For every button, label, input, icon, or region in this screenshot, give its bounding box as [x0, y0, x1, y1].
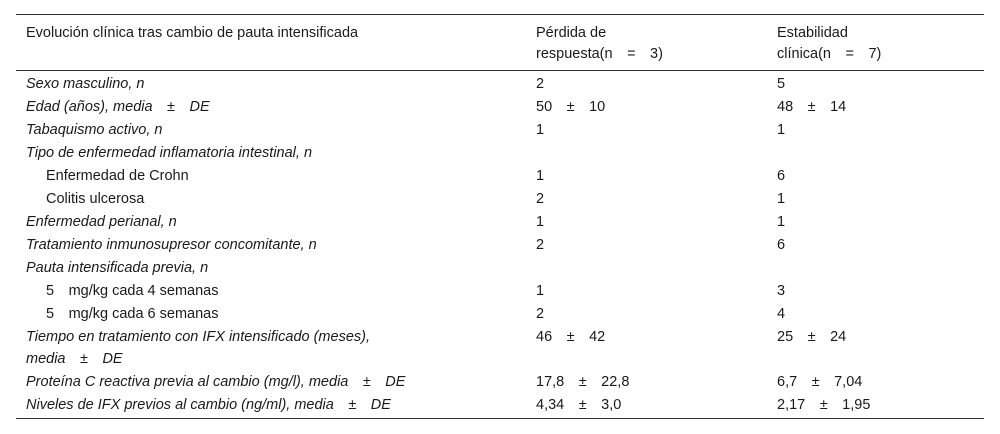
- row-value-estabilidad: 48 ± 14: [777, 99, 847, 115]
- row-value-estabilidad: 6,7 ± 7,04: [777, 374, 863, 390]
- data-table: [16, 14, 984, 419]
- row-label: Tabaquismo activo, n: [26, 122, 163, 138]
- row-value-perdida: 46 ± 42: [536, 329, 606, 345]
- row-label: [26, 326, 466, 370]
- table-row: [16, 234, 984, 257]
- row-label: 5 mg/kg cada 6 semanas: [46, 306, 219, 322]
- row-value-estabilidad: 3: [777, 283, 786, 299]
- row-label: Colitis ulcerosa: [46, 191, 145, 207]
- row-value-perdida: 50 ± 10: [536, 99, 606, 115]
- row-label: Tipo de enfermedad inflamatoria intestinal, n: [26, 145, 313, 161]
- table-row: [16, 394, 984, 417]
- row-value-perdida: 4,34 ± 3,0: [536, 397, 622, 413]
- table-row: [16, 211, 984, 234]
- table-header: [16, 14, 984, 71]
- row-value-perdida: 2: [536, 306, 545, 322]
- table-row: [16, 371, 984, 394]
- header-col-perdida: [536, 23, 746, 65]
- row-value-estabilidad: 6: [777, 237, 786, 253]
- row-label: Pauta intensificada previa, n: [26, 260, 209, 276]
- row-label: Proteína C reactiva previa al cambio (mg/l), media ± DE: [26, 374, 406, 390]
- row-value-perdida: 2: [536, 191, 545, 207]
- row-value-perdida: 1: [536, 122, 545, 138]
- row-value-estabilidad: 1: [777, 214, 786, 230]
- table-row: [16, 73, 984, 96]
- table-row: [16, 257, 984, 280]
- row-label: Tratamiento inmunosupresor concomitante, n: [26, 237, 317, 253]
- header-col-estabilidad: [777, 23, 977, 65]
- row-label: Edad (años), media ± DE: [26, 99, 210, 115]
- table-row: [16, 303, 984, 326]
- row-value-perdida: 1: [536, 283, 545, 299]
- header-col-perdida-line1: Pérdida de: [536, 25, 607, 41]
- table-row: [16, 188, 984, 211]
- row-value-estabilidad: 1: [777, 122, 786, 138]
- row-value-estabilidad: 25 ± 24: [777, 329, 847, 345]
- header-col-perdida-line2: respuesta(n = 3): [536, 46, 663, 62]
- row-label: 5 mg/kg cada 4 semanas: [46, 283, 219, 299]
- table-row: [16, 165, 984, 188]
- row-label: Sexo masculino, n: [26, 76, 145, 92]
- table-row: [16, 326, 984, 371]
- row-label-line1: Tiempo en tratamiento con IFX intensificado (meses),: [26, 329, 370, 345]
- table-row: [16, 280, 984, 303]
- row-value-estabilidad: 6: [777, 168, 786, 184]
- header-col-evolucion: Evolución clínica tras cambio de pauta intensificada: [26, 25, 359, 41]
- row-label: Niveles de IFX previos al cambio (ng/ml), media ± DE: [26, 397, 391, 413]
- table-row: [16, 119, 984, 142]
- table-body: [16, 71, 984, 419]
- row-label: Enfermedad de Crohn: [46, 168, 189, 184]
- row-value-estabilidad: 1: [777, 191, 786, 207]
- row-value-perdida: 2: [536, 76, 545, 92]
- row-value-estabilidad: 4: [777, 306, 786, 322]
- row-value-estabilidad: 5: [777, 76, 786, 92]
- table-row: [16, 142, 984, 165]
- row-label-line2: media ± DE: [26, 351, 123, 367]
- row-value-perdida: 17,8 ± 22,8: [536, 374, 630, 390]
- header-col-estabilidad-line1: Estabilidad: [777, 25, 848, 41]
- row-value-perdida: 1: [536, 168, 545, 184]
- row-label: Enfermedad perianal, n: [26, 214, 177, 230]
- row-value-perdida: 1: [536, 214, 545, 230]
- table-row: [16, 96, 984, 119]
- row-value-perdida: 2: [536, 237, 545, 253]
- header-col-estabilidad-line2: clínica(n = 7): [777, 46, 882, 62]
- row-value-estabilidad: 2,17 ± 1,95: [777, 397, 871, 413]
